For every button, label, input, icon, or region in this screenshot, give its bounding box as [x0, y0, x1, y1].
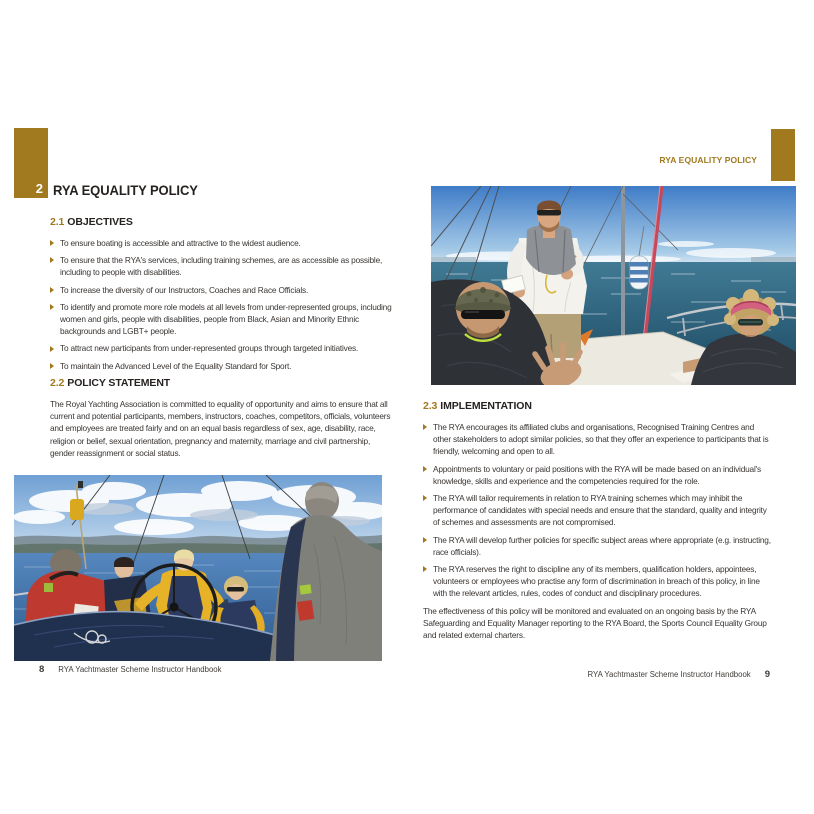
- bullet-arrow-icon: [50, 346, 54, 352]
- bullet-text: The RYA reserves the right to discipline any of its members, qualification holders, appointees, volunteers or employees who practise any form of discrimination in breach of this policy, in line with the relevant articles, rules, codes of conduct and disciplinary procedures.: [433, 564, 760, 599]
- section-heading: [423, 400, 771, 412]
- photo-sailing-crew: [14, 475, 382, 661]
- footer-title: RYA Yachtmaster Scheme Instructor Handbook: [58, 665, 222, 674]
- section-policy-statement: [50, 377, 395, 459]
- list-item: [423, 563, 771, 600]
- section-number: 2.1: [50, 216, 65, 228]
- chapter-number: 2: [35, 181, 43, 196]
- chapter-number-block: [14, 128, 48, 198]
- list-item: [423, 421, 771, 458]
- page-footer-right: [423, 664, 770, 682]
- section-title: OBJECTIVES: [67, 216, 133, 228]
- section-title: IMPLEMENTATION: [440, 400, 532, 412]
- bullet-text: To attract new participants from under-represented groups through targeted initiatives.: [60, 343, 359, 354]
- bullet-arrow-icon: [50, 240, 54, 246]
- page-number: 9: [764, 669, 770, 680]
- list-item: [50, 342, 395, 354]
- list-item: [50, 237, 395, 249]
- objectives-list: [50, 237, 395, 372]
- bullet-arrow-icon: [423, 495, 427, 501]
- list-item: [50, 301, 395, 338]
- list-item: [423, 534, 771, 558]
- section-heading: [50, 216, 395, 228]
- bullet-arrow-icon: [423, 537, 427, 543]
- section-number: 2.2: [50, 377, 65, 389]
- list-item: [50, 254, 395, 278]
- bullet-arrow-icon: [50, 363, 54, 369]
- bullet-text: To identify and promote more role models at all levels from under-represented groups, including women and girls, people with disabilities, people from Black, Asian and Minority Ethnic backgrounds and LGBT+ people.: [60, 301, 392, 337]
- page-number: 8: [39, 664, 45, 675]
- footer-title: RYA Yachtmaster Scheme Instructor Handbook: [587, 670, 751, 679]
- bullet-arrow-icon: [50, 257, 54, 263]
- page-footer-left: [39, 664, 222, 675]
- bullet-text: The RYA will tailor requirements in relation to RYA training schemes which may inhibit the performance of candidates with special needs and ensure that the standard, quality and integrity of schemes and assessments are not compromised.: [433, 493, 767, 528]
- list-item: [423, 492, 771, 529]
- section-implementation: [423, 400, 771, 641]
- list-item: [50, 360, 395, 372]
- policy-statement-paragraph: The Royal Yachting Association is committed to equality of opportunity and aims to ensure that all current and potential participants, members, instructors, coaches, competitors, officials, volunteers and employees are treated fairly and on an equal basis regardless of sex, age, disability, race, religion or belief, sexual orientation, pregnancy and maternity, marriage and civil partnership, gender reassignment or social status.: [50, 399, 391, 458]
- bullet-text: To ensure boating is accessible and attractive to the widest audience.: [60, 238, 301, 248]
- running-header: RYA EQUALITY POLICY: [659, 155, 757, 165]
- bullet-arrow-icon: [423, 466, 427, 472]
- page-title: RYA EQUALITY POLICY: [53, 182, 198, 198]
- bullet-text: The RYA encourages its affiliated clubs and organisations, Recognised Training Centres and other stakeholders to adopt similar policies, so that they offer an experience to participants that is friendly, welcoming and open to all.: [433, 422, 769, 457]
- bullet-arrow-icon: [423, 424, 427, 430]
- photo-cockpit-briefing: [431, 186, 796, 385]
- section-objectives: [50, 216, 395, 377]
- closing-paragraph: The effectiveness of this policy will be monitored and evaluated on an ongoing basis by the RYA Safeguarding and Equality Manager reporting to the RYA Board, the Sports Council Equality Group and related external charters.: [423, 605, 767, 641]
- section-number: 2.3: [423, 400, 438, 412]
- bullet-arrow-icon: [423, 566, 427, 572]
- bullet-text: To increase the diversity of our Instructors, Coaches and Race Officials.: [60, 284, 309, 295]
- bullet-arrow-icon: [50, 287, 54, 293]
- bullet-text: To maintain the Advanced Level of the Equality Standard for Sport.: [60, 360, 292, 371]
- implementation-list: [423, 421, 771, 600]
- section-heading: [50, 377, 395, 389]
- bullet-arrow-icon: [50, 304, 54, 310]
- section-title: POLICY STATEMENT: [67, 377, 171, 389]
- bullet-text: Appointments to voluntary or paid positions with the RYA will be made based on an individual's knowledge, skills and experience and the competencies required for the role.: [433, 463, 761, 486]
- gold-corner-block: [771, 129, 795, 181]
- list-item: [423, 463, 771, 487]
- list-item: [50, 284, 395, 296]
- bullet-text: The RYA will develop further policies for specific subject areas where appropriate (e.g. instructing, race officials).: [433, 534, 771, 557]
- bullet-text: To ensure that the RYA's services, including training schemes, are as accessible as possible, including to people with disabilities.: [60, 255, 383, 278]
